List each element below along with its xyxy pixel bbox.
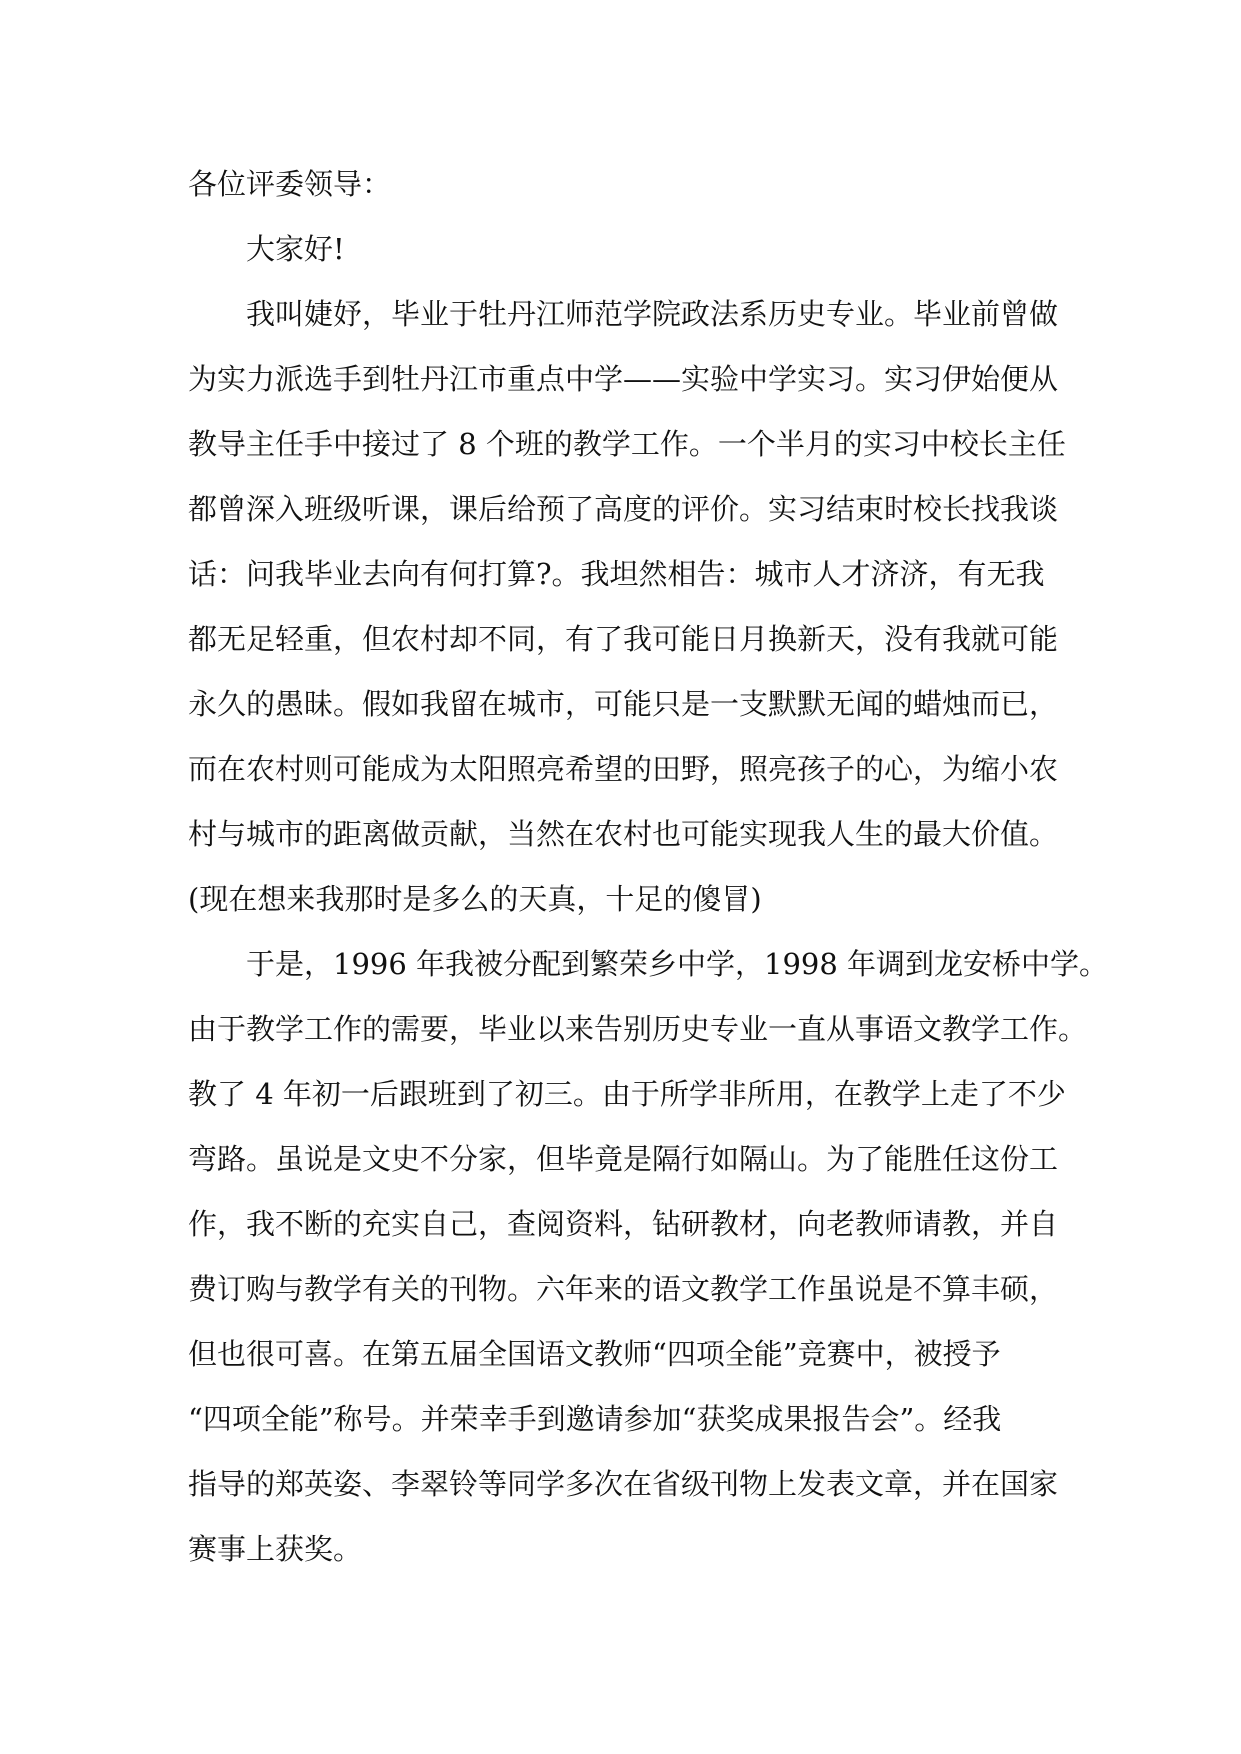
paragraph-1-line: 为实力派选手到牡丹江市重点中学——实验中学实习。实习伊始便从 xyxy=(188,362,1059,396)
greeting: 大家好! xyxy=(246,232,345,266)
paragraph-2-line: 费订购与教学有关的刊物。六年来的语文教学工作虽说是不算丰硕， xyxy=(188,1272,1059,1306)
paragraph-2-line: 作，我不断的充实自己，查阅资料，钻研教材，向老教师请教，并自 xyxy=(188,1207,1059,1241)
paragraph-1-line: 话：问我毕业去向有何打算?。我坦然相告：城市人才济济，有无我 xyxy=(188,557,1045,591)
paragraph-2-line: 指导的郑英姿、李翠铃等同学多次在省级刊物上发表文章，并在国家 xyxy=(188,1467,1059,1501)
paragraph-2-line: 赛事上获奖。 xyxy=(188,1532,363,1566)
paragraph-1-line: (现在想来我那时是多么的天真，十足的傻冒) xyxy=(188,882,762,916)
paragraph-1-line: 都曾深入班级听课，课后给预了高度的评价。实习结束时校长找我谈 xyxy=(188,492,1059,526)
paragraph-2-line: 于是，1996 年我被分配到繁荣乡中学，1998 年调到龙安桥中学。 xyxy=(246,947,1109,981)
paragraph-1-line: 教导主任手中接过了 8 个班的教学工作。一个半月的实习中校长主任 xyxy=(188,427,1066,461)
paragraph-2-line: 弯路。虽说是文史不分家，但毕竟是隔行如隔山。为了能胜任这份工 xyxy=(188,1142,1059,1176)
paragraph-1-line: 而在农村则可能成为太阳照亮希望的田野，照亮孩子的心，为缩小农 xyxy=(188,752,1059,786)
paragraph-2-line: 但也很可喜。在第五届全国语文教师“四项全能”竞赛中，被授予 xyxy=(188,1337,1001,1371)
paragraph-2-line: 教了 4 年初一后跟班到了初三。由于所学非所用，在教学上走了不少 xyxy=(188,1077,1066,1111)
paragraph-1-line: 我叫婕妤，毕业于牡丹江师范学院政法系历史专业。毕业前曾做 xyxy=(246,297,1059,331)
paragraph-2-line: “四项全能”称号。并荣幸手到邀请参加“获奖成果报告会”。经我 xyxy=(188,1402,1002,1436)
paragraph-1-line: 都无足轻重，但农村却不同，有了我可能日月换新天，没有我就可能 xyxy=(188,622,1059,656)
paragraph-1-line: 永久的愚昧。假如我留在城市，可能只是一支默默无闻的蜡烛而已， xyxy=(188,687,1059,721)
paragraph-2-line: 由于教学工作的需要，毕业以来告别历史专业一直从事语文教学工作。 xyxy=(188,1012,1088,1046)
paragraph-1-line: 村与城市的距离做贡献，当然在农村也可能实现我人生的最大价值。 xyxy=(188,817,1059,851)
salutation: 各位评委领导： xyxy=(188,167,392,201)
